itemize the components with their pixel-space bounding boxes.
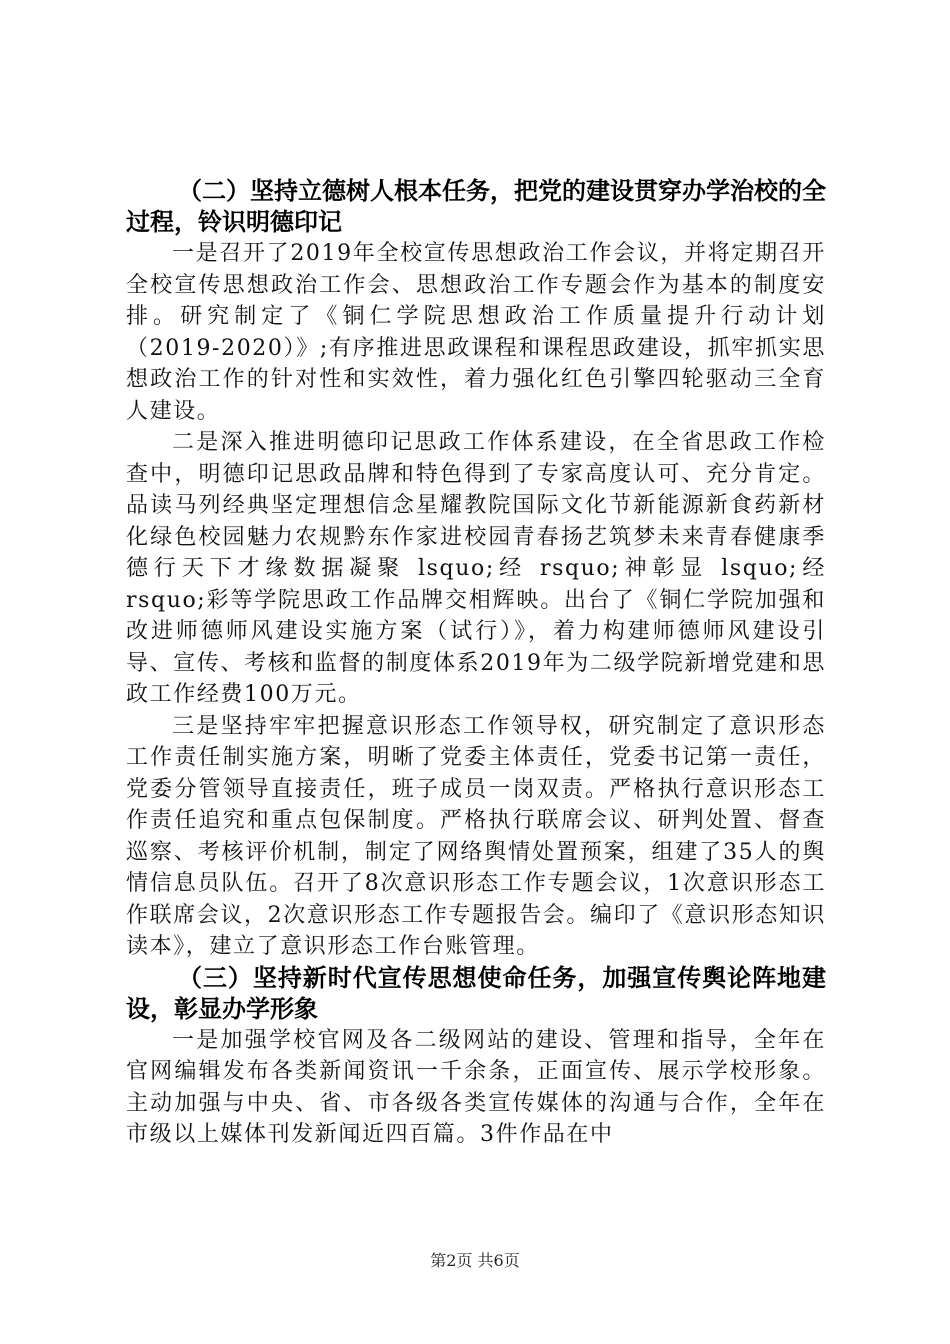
paragraph: 二是深入推进明德印记思政工作体系建设，在全省思政工作检查中，明德印记思政品牌和特色得到了专家高度认可、充分肯定。品读马列经典坚定理想信念星耀教院国际文化节新能源新食药新材化绿色校园魅力农规黔东作家进校园青春扬艺筑梦未来青春健康季德行天下才缘数据凝聚 lsquo;经 rsquo;神彰显 lsquo;经 rsquo;彩等学院思政工作品牌交相辉映。出台了《铜仁学院加强和改进师德师风建设实施方案（试行）》，着力构建师德师风建设引导、宣传、考核和监督的制度体系2019年为二级学院新增党建和思政工作经费100万元。 xyxy=(126,430,826,707)
paragraph: 一是加强学校官网及各二级网站的建设、管理和指导，全年在官网编辑发布各类新闻资讯一千余条，正面宣传、展示学校形象。主动加强与中央、省、市各级各类宣传媒体的沟通与合作，全年在市级以上媒体刊发新闻近四百篇。3件作品在中 xyxy=(126,1027,826,1147)
section-heading-2: （二）坚持立德树人根本任务，把党的建设贯穿办学治校的全过程，铃识明德印记 xyxy=(126,177,826,236)
section-heading-3: （三）坚持新时代宣传思想使命任务，加强宣传舆论阵地建设，彰显办学形象 xyxy=(126,963,826,1023)
page-footer: 第2页 共6页 xyxy=(430,1251,520,1270)
paragraph: 三是坚持牢牢把握意识形态工作领导权，研究制定了意识形态工作责任制实施方案，明晰了党委主体责任，党委书记第一责任，党委分管领导直接责任，班子成员一岗双责。严格执行意识形态工作责任追究和重点包保制度。严格执行联席会议、研判处置、督查巡察、考核评价机制，制定了网络舆情处置预案，组建了35人的舆情信息员队伍。召开了8次意识形态工作专题会议，1次意识形态工作联席会议，2次意识形态工作专题报告会。编印了《意识形态知识读本》，建立了意识形态工作台账管理。 xyxy=(126,713,826,959)
document-body xyxy=(126,176,826,1151)
paragraph: 一是召开了2019年全校宣传思想政治工作会议，并将定期召开全校宣传思想政治工作会、思想政治工作专题会作为基本的制度安排。研究制定了《铜仁学院思想政治工作质量提升行动计划（2019-2020）》;有序推进思政课程和课程思政建设，抓牢抓实思想政治工作的针对性和实效性，着力强化红色引擎四轮驱动三全育人建设。 xyxy=(126,241,826,424)
